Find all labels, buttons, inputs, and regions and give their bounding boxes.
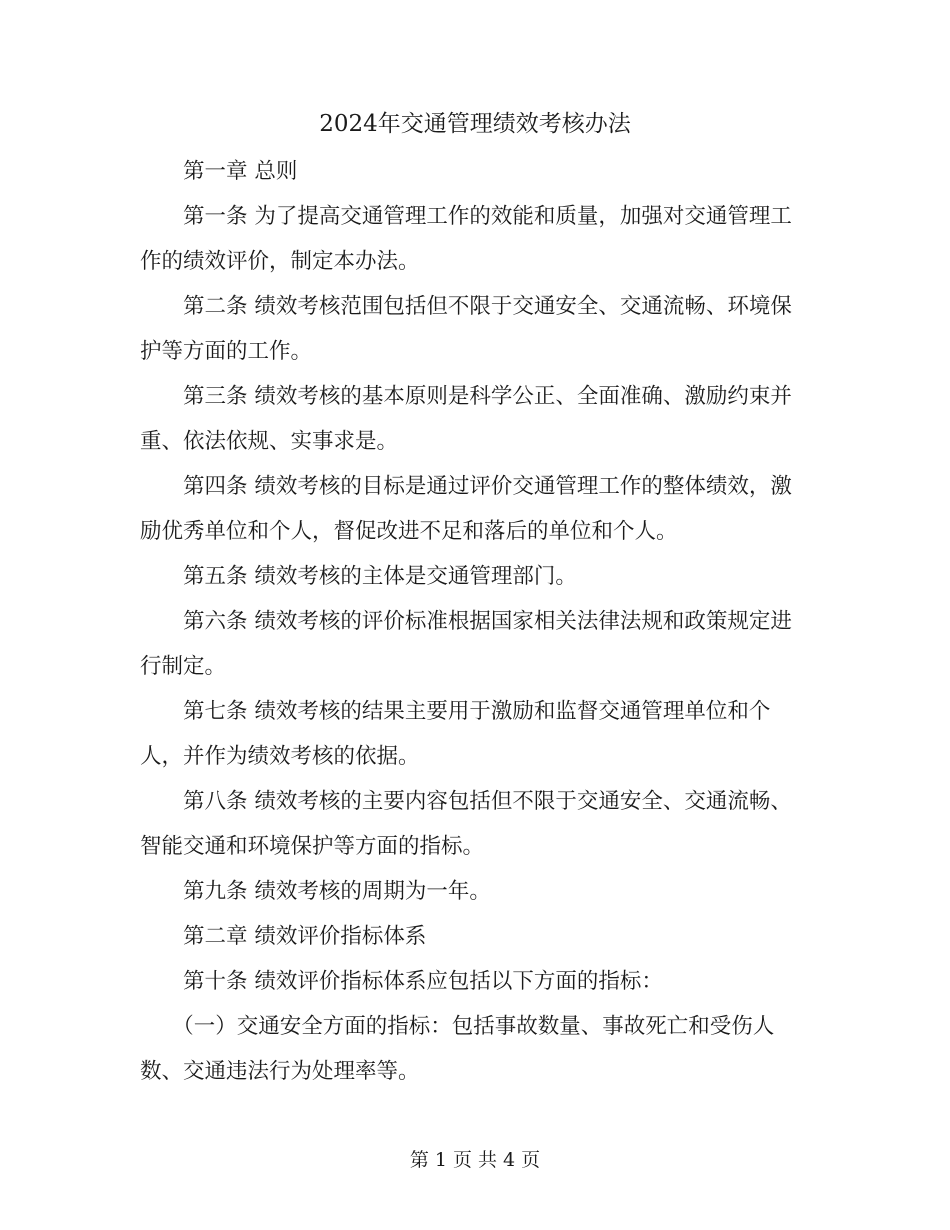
- article-paragraph: 第五条 绩效考核的主体是交通管理部门。: [183, 564, 577, 589]
- page-number-footer: 第 1 页 共 4 页: [409, 1149, 541, 1171]
- article-paragraph: 第四条 绩效考核的目标是通过评价交通管理工作的整体绩效，激励优秀单位和个人，督促改进不足和落后的单位和个人。: [140, 474, 792, 544]
- article-paragraph: 第二条 绩效考核范围包括但不限于交通安全、交通流畅、环境保护等方面的工作。: [140, 294, 792, 364]
- article-paragraph: 第六条 绩效考核的评价标准根据国家相关法律法规和政策规定进行制定。: [140, 609, 792, 679]
- article-paragraph: 第一条 为了提高交通管理工作的效能和质量，加强对交通管理工作的绩效评价，制定本办法。: [140, 204, 792, 274]
- document-title: 2024年交通管理绩效考核办法: [319, 111, 631, 137]
- article-paragraph: 第三条 绩效考核的基本原则是科学公正、全面准确、激励约束并重、依法依规、实事求是。: [140, 384, 792, 454]
- document-body: [140, 149, 810, 1094]
- article-paragraph: 第八条 绩效考核的主要内容包括但不限于交通安全、交通流畅、智能交通和环境保护等方面的指标。: [140, 789, 792, 859]
- chapter-heading: 第二章 绩效评价指标体系: [183, 924, 427, 949]
- chapter-heading: 第一章 总则: [183, 159, 298, 184]
- list-item-paragraph: （一）交通安全方面的指标：包括事故数量、事故死亡和受伤人数、交通违法行为处理率等。: [140, 1014, 775, 1084]
- article-paragraph: 第十条 绩效评价指标体系应包括以下方面的指标：: [183, 969, 663, 994]
- article-paragraph: 第七条 绩效考核的结果主要用于激励和监督交通管理单位和个人，并作为绩效考核的依据。: [140, 699, 771, 769]
- article-paragraph: 第九条 绩效考核的周期为一年。: [183, 879, 491, 904]
